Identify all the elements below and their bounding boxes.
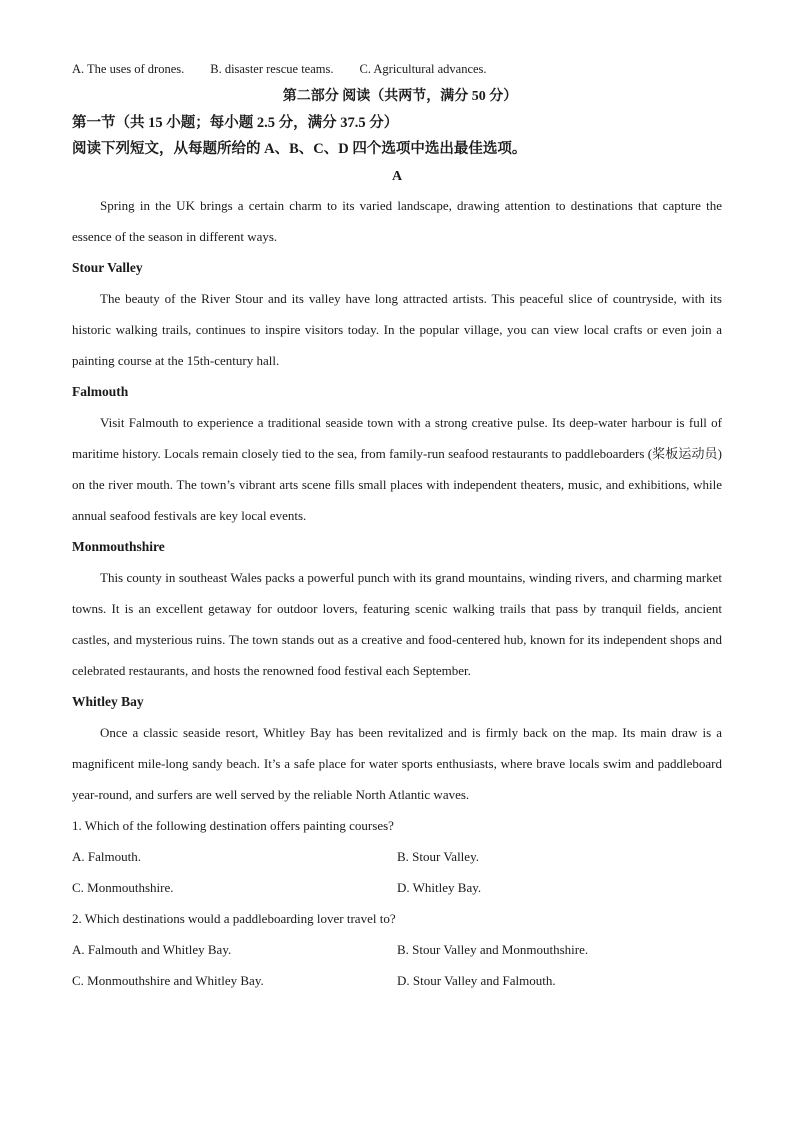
part-title: 第二部分 阅读（共两节，满分 50 分） [282,89,518,104]
option-b: B. Stour Valley. [397,849,479,864]
option-c: C. Monmouthshire and Whitley Bay. [72,973,264,988]
option-c: C. Monmouthshire. [72,880,174,895]
section-paragraph [72,283,722,376]
option-d: D. Stour Valley and Falmouth. [397,973,556,988]
section-title: 第一节（共 15 小题；每小题 2.5 分，满分 37.5 分） [72,115,399,131]
option-d: D. Whitley Bay. [397,880,482,895]
section-heading: Falmouth [72,384,129,399]
section-text: The beauty of the River Stour and its valley have long attracted artists. This peaceful slice of countryside, with its historic walking trails, continues to inspire visitors today. In the popular village, you can view local crafts or even join a painting course at the 15th-century hall. [72,291,722,368]
question-options-row [72,934,722,965]
option-b: B. Stour Valley and Monmouthshire. [397,942,589,957]
section-heading: Stour Valley [72,260,143,275]
previous-option-c: C. Agricultural advances. [359,62,487,76]
question-options-row [72,841,722,872]
option-a: A. Falmouth. [72,849,141,864]
section-paragraph [72,407,722,531]
intro-text: Spring in the UK brings a certain charm to its varied landscape, drawing attention to destinations that capture the essence of the season in different ways. [72,198,722,244]
section-text: Once a classic seaside resort, Whitley Bay has been revitalized and is firmly back on the map. Its main draw is a magnificent mile-long sandy beach. It’s a safe place for water sports enthusiasts, where brave locals swim and paddleboard year-round, and surfers are well served by the reliable North Atlantic waves. [72,725,722,802]
section-paragraph [72,562,722,686]
intro-paragraph [72,190,722,252]
section-text: Visit Falmouth to experience a traditional seaside town with a strong creative pulse. Its deep-water harbour is full of maritime history. Locals remain closely tied to the sea, from family-run seafood restaurants to paddleboarders (桨板运动员) on the river mouth. The town’s vibrant arts scene fills small places with independent theaters, music, and exhibitions, while annual seafood festivals are key local events. [72,415,722,523]
passage-letter: A [391,169,403,184]
section-heading: Monmouthshire [72,539,165,554]
instructions: 阅读下列短文，从每题所给的 A、B、C、D 四个选项中选出最佳选项。 [72,141,527,157]
question-stem: 1. Which of the following destination offers painting courses? [72,818,394,833]
option-a: A. Falmouth and Whitley Bay. [72,942,232,957]
section-heading: Whitley Bay [72,694,144,709]
question-options-row [72,965,722,996]
exam-page [72,62,722,996]
question-stem: 2. Which destinations would a paddleboarding lover travel to? [72,911,396,926]
section-paragraph [72,717,722,810]
previous-option-a: A. The uses of drones. [72,62,185,76]
question-options-row [72,872,722,903]
section-text: This county in southeast Wales packs a powerful punch with its grand mountains, winding rivers, and charming market towns. It is an excellent getaway for outdoor lovers, featuring scenic walking trails that pass by tranquil fields, ancient castles, and mysterious ruins. The town stands out as a creative and food-centered hub, known for its independent shops and celebrated restaurants, and hosts the renowned food festival each September. [72,570,722,678]
previous-option-b: B. disaster rescue teams. [210,62,334,76]
previous-question-options [72,62,722,84]
